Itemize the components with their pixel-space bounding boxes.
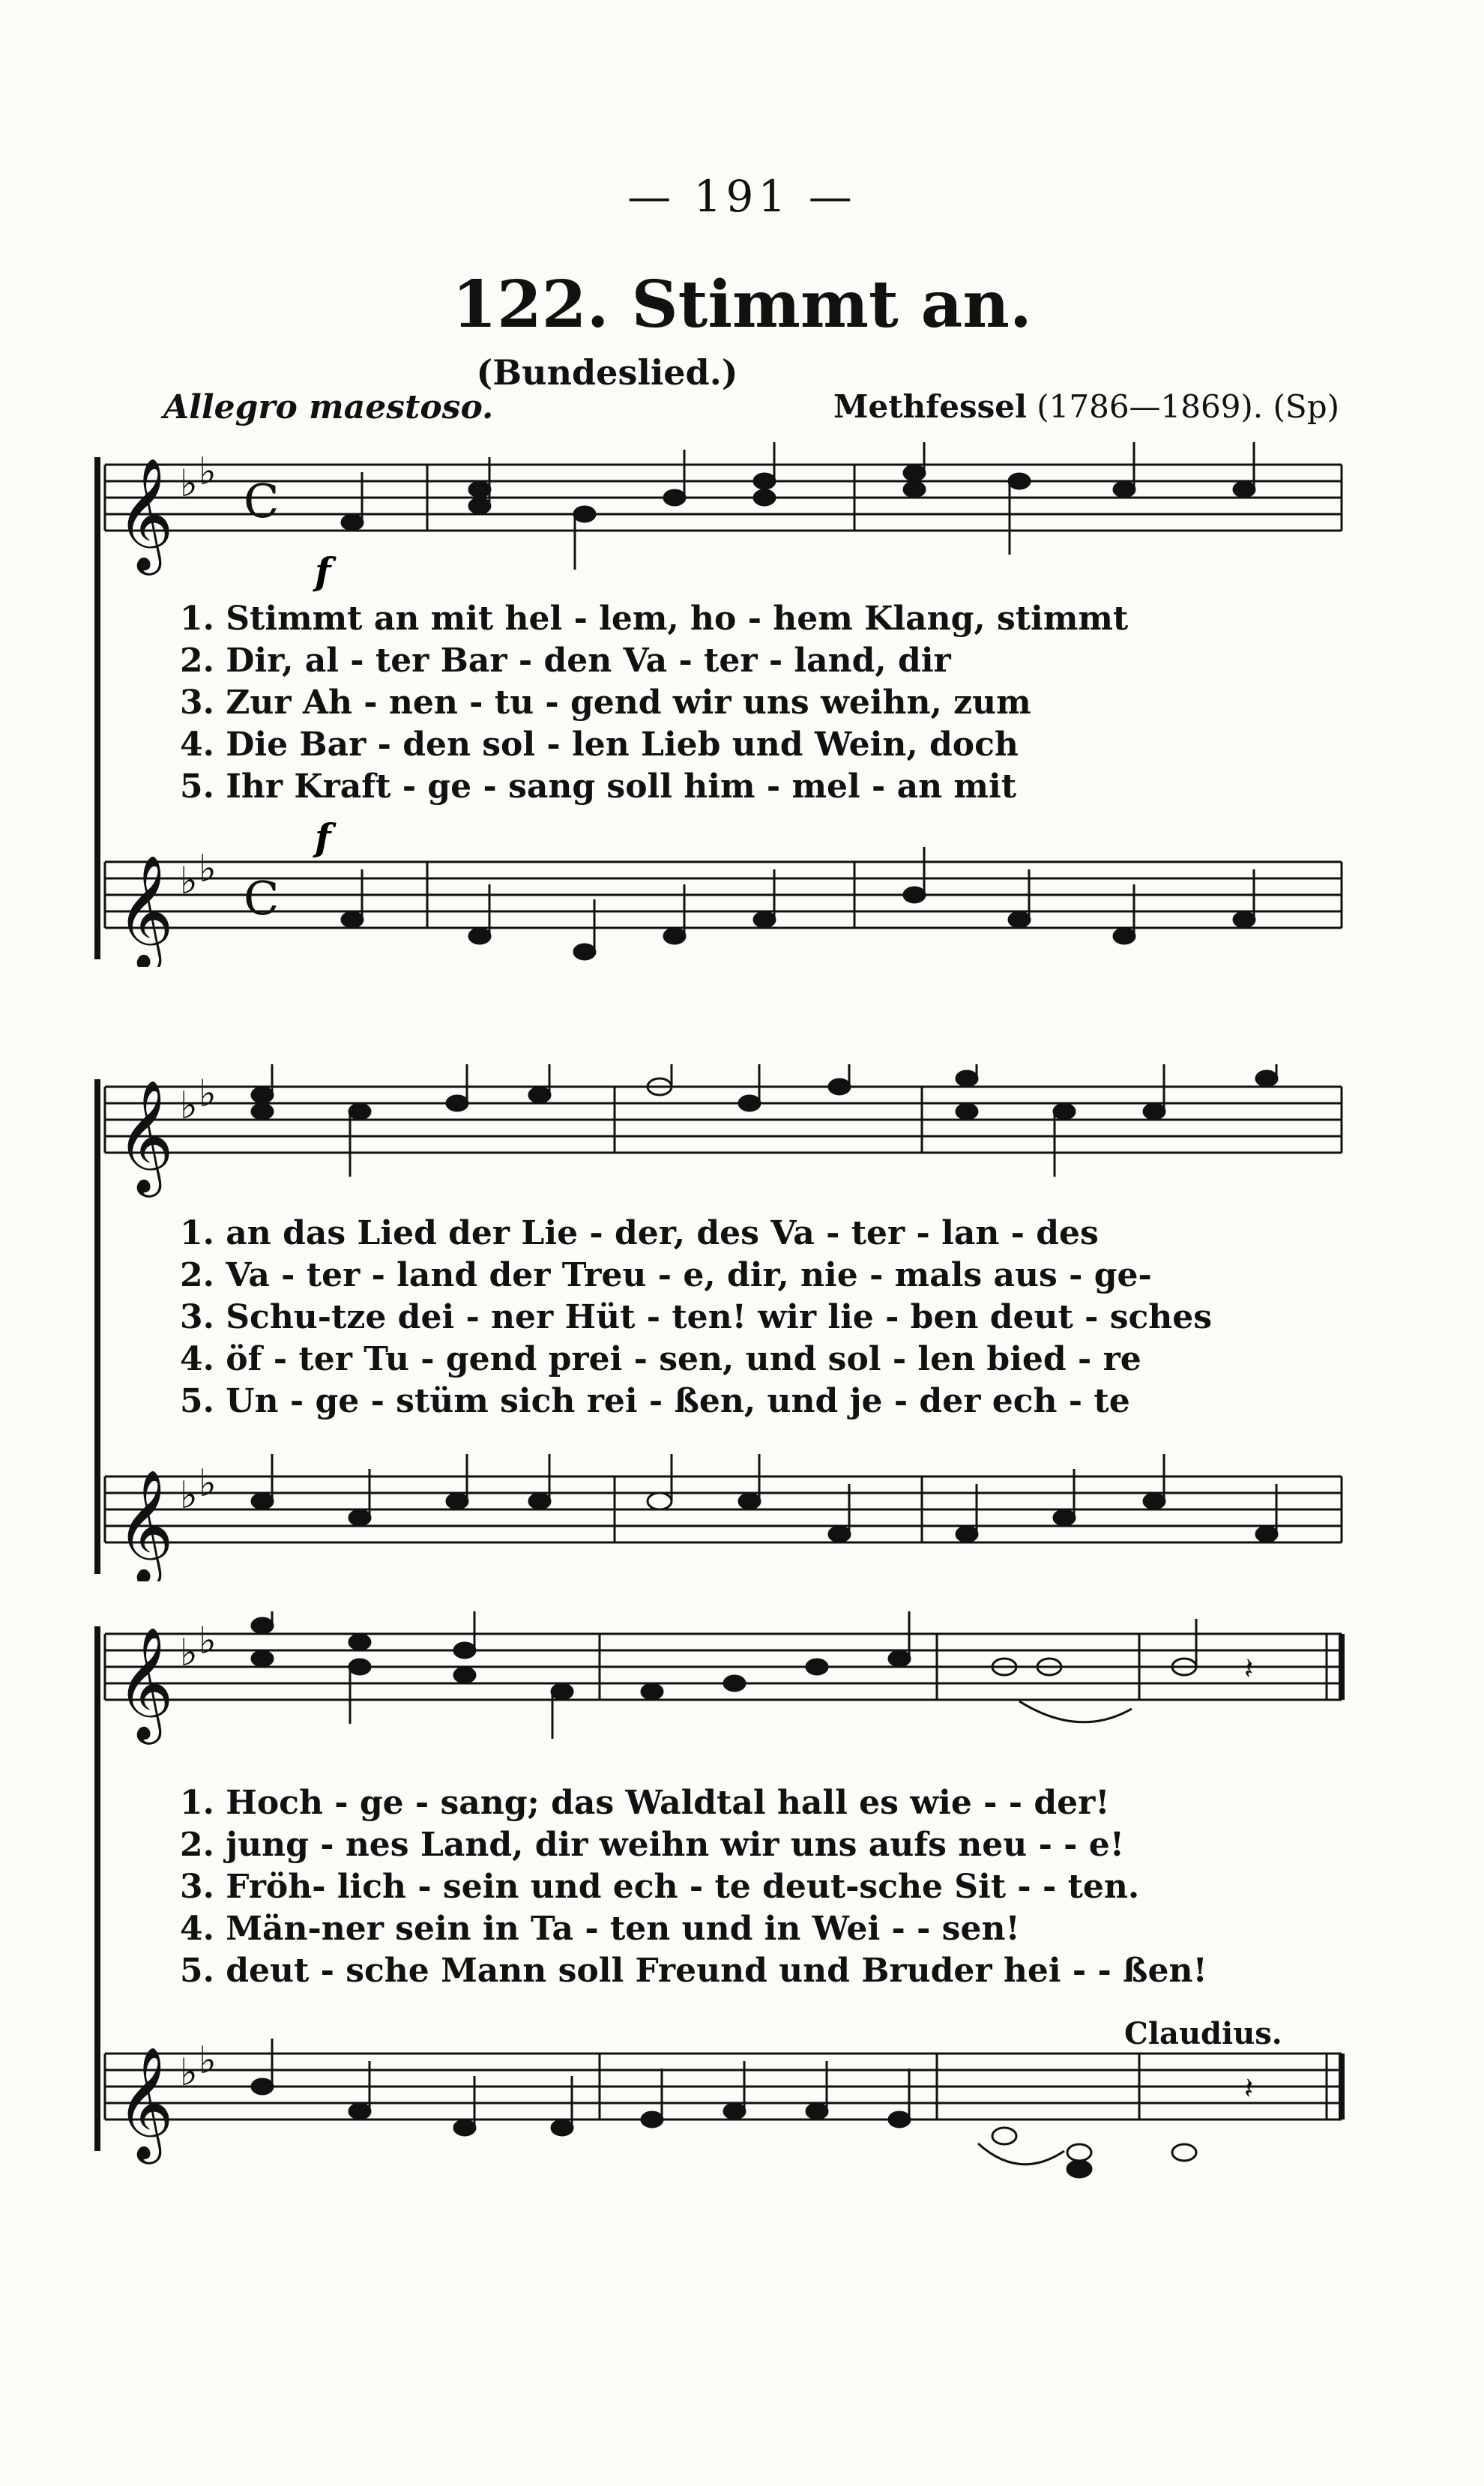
composer-name: Methfessel [833,388,1027,425]
svg-text:𝄞: 𝄞 [116,1078,174,1192]
verse-line: 5. Ihr Kraft - ge - sang soll him - mel - an mit [180,767,1017,806]
lyricist-credit: Claudius. [1124,2016,1282,2051]
composer-dates: (1786—1869). [1037,388,1264,425]
verse-line: 2. Va - ter - land der Treu - e, dir, nie - mals aus - ge- [180,1256,1152,1294]
verse-line: 5. Un - ge - stüm sich rei - ßen, und je - der ech - te [180,1382,1130,1420]
verses-system-3 [180,1782,1417,1992]
svg-text:♭: ♭ [199,450,217,493]
verse-line: 3. Zur Ah - nen - tu - gend wir uns weihn, zum [180,684,1031,722]
svg-text:𝄞: 𝄞 [116,1468,174,1581]
music-system-1 [75,442,1349,967]
music-system-3 [75,1611,1349,2196]
svg-text:♭: ♭ [199,1461,217,1505]
verse-line: 4. Die Bar - den sol - len Lieb und Wein, doch [180,725,1019,764]
verse-line: 1. Stimmt an mit hel - lem, ho - hem Klang, stimmt [180,600,1129,638]
verse-line: 1. an das Lied der Lie - der, des Va - ter - lan - des [180,1214,1099,1252]
dynamic-forte-bottom: f [315,815,331,860]
svg-text:𝄞: 𝄞 [116,1626,174,1740]
music-system-2 [75,1064,1349,1581]
verse-line: 4. Män-ner sein in Ta - ten und in Wei - - sen! [180,1910,1020,1948]
verse-line: 1. Hoch - ge - sang; das Waldtal hall es wie - - der! [180,1784,1110,1822]
svg-text:C: C [244,474,280,528]
svg-text:𝄞: 𝄞 [116,854,174,967]
song-title: 122. Stimmt an. [452,267,1032,343]
song-subtitle: (Bundeslied.) [476,352,738,393]
verse-line: 3. Schu-tze dei - ner Hüt - ten! wir lie - ben deut - sches [180,1298,1213,1336]
svg-text:𝄞: 𝄞 [116,2045,174,2159]
dynamic-forte-top: f [315,549,331,594]
svg-text:♭: ♭ [180,462,198,505]
svg-text:♭: ♭ [199,2039,217,2082]
svg-text:♭: ♭ [180,1631,198,1674]
verse-line: 2. Dir, al - ter Bar - den Va - ter - land, dir [180,642,951,680]
verse-line: 5. deut - sche Mann soll Freund und Bruder hei - - ßen! [180,1952,1207,1990]
svg-text:♭: ♭ [180,859,198,902]
verse-line: 4. öf - ter Tu - gend prei - sen, und sol - len bied - re [180,1340,1141,1378]
svg-text:C: C [244,871,280,926]
svg-text:♭: ♭ [199,1619,217,1662]
svg-text:♭: ♭ [199,1072,217,1115]
verse-line: 3. Fröh- lich - sein und ech - te deut-sche Sit - - ten. [180,1868,1140,1906]
svg-text:♭: ♭ [180,2051,198,2094]
svg-text:𝄞: 𝄞 [116,456,174,570]
verses-system-2 [180,1213,1417,1422]
page-number: — 191 — [627,171,857,222]
source-mark: (Sp) [1273,388,1339,425]
tempo-marking: Allegro maestoso. [163,388,494,426]
verse-line: 2. jung - nes Land, dir weihn wir uns aufs neu - - e! [180,1826,1125,1864]
verses-system-1 [180,598,1417,808]
composer [833,388,1339,425]
svg-text:♭: ♭ [180,1473,198,1517]
svg-text:♭: ♭ [180,1084,198,1127]
svg-text:𝄽: 𝄽 [1244,2072,1254,2106]
svg-text:𝄽: 𝄽 [1244,1652,1254,1686]
svg-text:♭: ♭ [199,847,217,890]
